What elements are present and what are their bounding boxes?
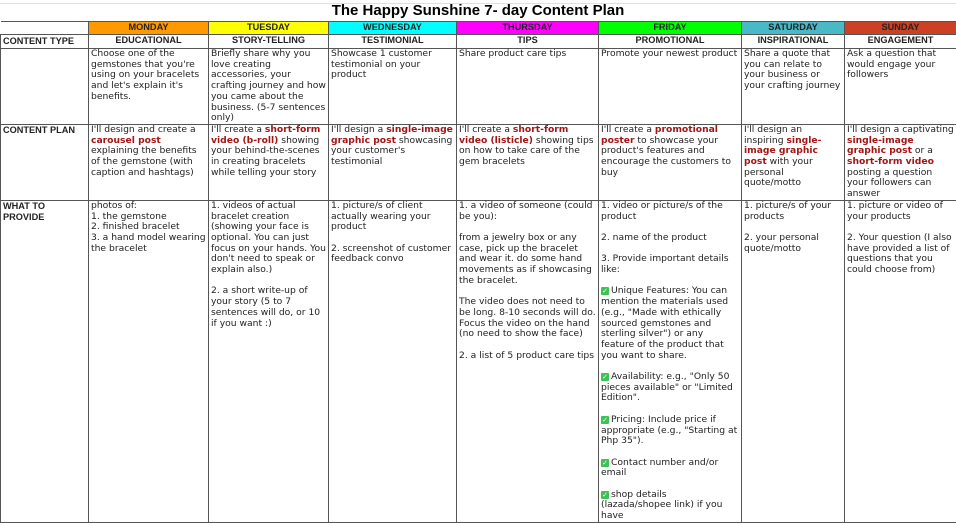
check-mark-icon: ✓ — [601, 373, 609, 381]
check-item — [601, 415, 739, 447]
provide-line: 2. a short write-up of your story (5 to 7 sentences will do, or 10 if you want :) — [211, 286, 326, 329]
plan-text: showing your behind-the-scenes in creating bracelets while telling your story — [211, 135, 320, 178]
provide-line: 2. screenshot of customer feedback convo — [331, 244, 454, 265]
provide-line: 3. Provide important details like: — [601, 254, 739, 275]
day-header-saturday: SATURDAY — [742, 22, 845, 35]
provide-line: photos of: — [91, 201, 206, 212]
content-plan-table — [0, 21, 956, 523]
provide-monday — [89, 200, 209, 522]
provide-line: The video does not need to be long. 8-10 seconds will do. Focus the video on the hand (no need to show the face) — [459, 297, 596, 340]
description-sunday: Ask a question that would engage your followers — [845, 49, 956, 125]
provide-line: 3. a hand model wearing the bracelet — [91, 233, 206, 254]
check-item-text: Contact number and/or email — [601, 457, 718, 479]
description-tuesday: Briefly share why you love creating accessories, your crafting journey and how you came about the business. (5-7 sentences only) — [209, 49, 329, 125]
check-mark-icon: ✓ — [601, 416, 609, 424]
plan-highlight: single-image graphic post — [331, 124, 453, 145]
plan-text: I'll create a — [601, 124, 655, 135]
check-mark-icon: ✓ — [601, 491, 609, 499]
content-type-monday: EDUCATIONAL — [89, 35, 209, 49]
provide-line: 1. the gemstone — [91, 212, 206, 223]
content-plan-row — [1, 124, 956, 200]
provide-line: 2. a list of 5 product care tips — [459, 351, 596, 362]
provide-line: 1. a video of someone (could be you): — [459, 201, 596, 222]
check-mark-icon: ✓ — [601, 459, 609, 467]
provide-line: 2. finished bracelet — [91, 222, 206, 233]
plan-text: showing tips on how to take care of the gem bracelets — [459, 135, 594, 167]
row-label-content-plan: CONTENT PLAN — [1, 124, 89, 200]
plan-highlight: promotional poster — [601, 124, 718, 145]
provide-thursday — [457, 200, 599, 522]
content-type-row — [1, 35, 956, 49]
content-type-thursday: TIPS — [457, 35, 599, 49]
plan-text: showcasing your customer's testimonial — [331, 135, 452, 167]
what-to-provide-row — [1, 200, 956, 522]
check-item — [601, 372, 739, 404]
day-header-row — [1, 22, 956, 35]
plan-sunday — [845, 124, 956, 200]
plan-monday — [89, 124, 209, 200]
description-label-cell — [1, 49, 89, 125]
check-item — [601, 490, 739, 522]
check-mark-icon: ✓ — [601, 287, 609, 295]
plan-friday — [599, 124, 742, 200]
plan-highlight: short-form video (listicle) — [459, 124, 568, 145]
check-item — [601, 286, 739, 361]
plan-text: or a — [912, 145, 933, 156]
row-label-what-to-provide: WHAT TO PROVIDE — [1, 200, 89, 522]
content-type-wednesday: TESTIMONIAL — [329, 35, 457, 49]
plan-text: I'll create a — [211, 124, 265, 135]
plan-thursday — [457, 124, 599, 200]
check-item-text: shop details (lazada/shopee link) if you have — [601, 489, 722, 521]
day-header-wednesday: WEDNESDAY — [329, 22, 457, 35]
provide-line: from a jewelry box or any case, pick up the bracelet and wear it. do some hand movements as if showcasing the bracelet. — [459, 233, 596, 287]
description-monday: Choose one of the gemstones that you're using on your bracelets and let's explain it's benefits. — [89, 49, 209, 125]
provide-line: 2. your personal quote/motto — [744, 233, 842, 254]
plan-text: I'll design and create a — [91, 124, 196, 135]
page-title: The Happy Sunshine 7- day Content Plan — [0, 2, 956, 20]
row-label-content-type: CONTENT TYPE — [1, 35, 89, 49]
plan-text: to showcase your product's features and encourage the customers to buy — [601, 135, 731, 178]
plan-tuesday — [209, 124, 329, 200]
provide-line: 2. Your question (I also have provided a list of questions that you could choose from) — [847, 233, 954, 276]
description-saturday: Share a quote that you can relate to your business or your crafting journey — [742, 49, 845, 125]
check-item-text: Unique Features: You can mention the materials used (e.g., "Made with ethically sourced gemstones and sterling silver") or any feature of the product that you want to share. — [601, 285, 728, 360]
plan-text: I'll design a — [331, 124, 386, 135]
plan-highlight: short-form video — [847, 156, 934, 167]
plan-text: I'll create a — [459, 124, 513, 135]
content-type-saturday: INSPIRATIONAL — [742, 35, 845, 49]
check-item-text: Availability: e.g., "Only 50 pieces available" or "Limited Edition". — [601, 371, 733, 403]
provide-tuesday — [209, 200, 329, 522]
plan-text: with your personal quote/motto — [744, 156, 813, 188]
provide-wednesday — [329, 200, 457, 522]
corner-cell — [1, 22, 89, 35]
provide-friday — [599, 200, 742, 522]
plan-text: I'll design a captivating — [847, 124, 954, 135]
day-header-sunday: SUNDAY — [845, 22, 956, 35]
plan-highlight: carousel post — [91, 135, 161, 146]
provide-line: 1. video or picture/s of the product — [601, 201, 739, 222]
plan-text: posting a question your followers can answer — [847, 167, 932, 199]
plan-saturday — [742, 124, 845, 200]
provide-line: 1. videos of actual bracelet creation (showing your face is optional. You can just focus on your hands. You don't need to speak or explain also.) — [211, 201, 326, 276]
plan-wednesday — [329, 124, 457, 200]
day-header-tuesday: TUESDAY — [209, 22, 329, 35]
provide-line: 1. picture/s of your products — [744, 201, 842, 222]
plan-highlight: single-image graphic post — [744, 135, 821, 167]
provide-line: 2. name of the product — [601, 233, 739, 244]
plan-text: explaining the benefits of the gemstone (with caption and hashtags) — [91, 145, 197, 177]
plan-text: I'll design an inspiring — [744, 124, 802, 145]
description-wednesday: Showcase 1 customer testimonial on your product — [329, 49, 457, 125]
description-thursday: Share product care tips — [457, 49, 599, 125]
day-header-monday: MONDAY — [89, 22, 209, 35]
provide-line: 1. picture or video of your products — [847, 201, 954, 222]
provide-line: 1. picture/s of client actually wearing your product — [331, 201, 454, 233]
description-friday: Promote your newest product — [599, 49, 742, 125]
content-type-friday: PROMOTIONAL — [599, 35, 742, 49]
provide-sunday — [845, 200, 956, 522]
provide-saturday — [742, 200, 845, 522]
day-header-friday: FRIDAY — [599, 22, 742, 35]
check-item — [601, 458, 739, 479]
day-header-thursday: THURSDAY — [457, 22, 599, 35]
description-row — [1, 49, 956, 125]
plan-highlight: short-form video (b-roll) — [211, 124, 320, 145]
content-type-sunday: ENGAGEMENT — [845, 35, 956, 49]
content-type-tuesday: STORY-TELLING — [209, 35, 329, 49]
check-item-text: Pricing: Include price if appropriate (e.g., "Starting at Php 35"). — [601, 414, 737, 446]
plan-highlight: single-image graphic post — [847, 135, 914, 157]
